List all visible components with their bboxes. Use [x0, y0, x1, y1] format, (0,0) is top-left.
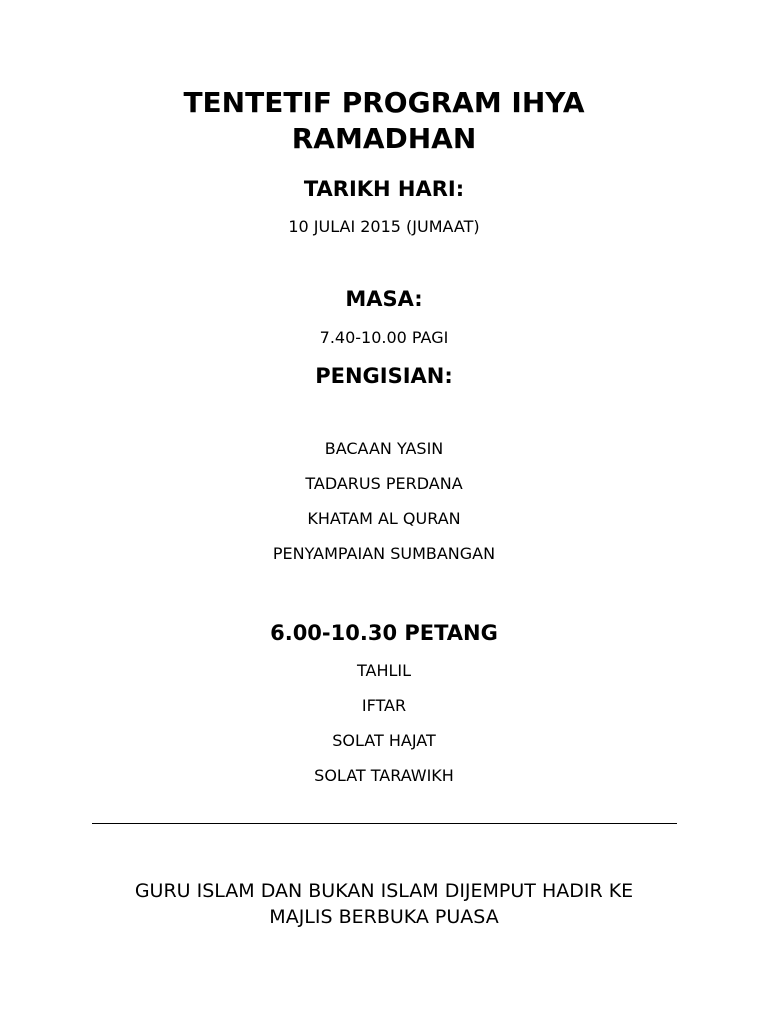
document-title [0, 85, 768, 157]
list-item: KHATAM AL QURAN [307, 509, 461, 528]
time-value: 7.40-10.00 PAGI [319, 328, 449, 347]
list-item: TAHLIL [356, 661, 412, 680]
list-item: IFTAR [361, 696, 407, 715]
list-item: SOLAT HAJAT [332, 731, 436, 750]
list-item: BACAAN YASIN [324, 439, 444, 458]
footer-line-2: MAJLIS BERBUKA PUASA [269, 906, 499, 928]
date-heading: TARIKH HARI: [303, 177, 465, 201]
evening-heading: 6.00-10.30 PETANG [270, 621, 498, 645]
invitation-footer [0, 878, 768, 930]
time-heading: MASA: [345, 287, 423, 311]
title-line-1: TENTETIF PROGRAM IHYA [183, 86, 585, 119]
list-item: PENYAMPAIAN SUMBANGAN [272, 544, 496, 563]
list-item: TADARUS PERDANA [305, 474, 463, 493]
date-value: 10 JULAI 2015 (JUMAAT) [288, 217, 480, 236]
title-line-2: RAMADHAN [291, 122, 477, 155]
footer-line-1: GURU ISLAM DAN BUKAN ISLAM DIJEMPUT HADIR KE [134, 880, 634, 902]
list-item: SOLAT TARAWIKH [314, 766, 454, 785]
content-heading: PENGISIAN: [315, 364, 453, 388]
horizontal-divider [92, 823, 677, 824]
